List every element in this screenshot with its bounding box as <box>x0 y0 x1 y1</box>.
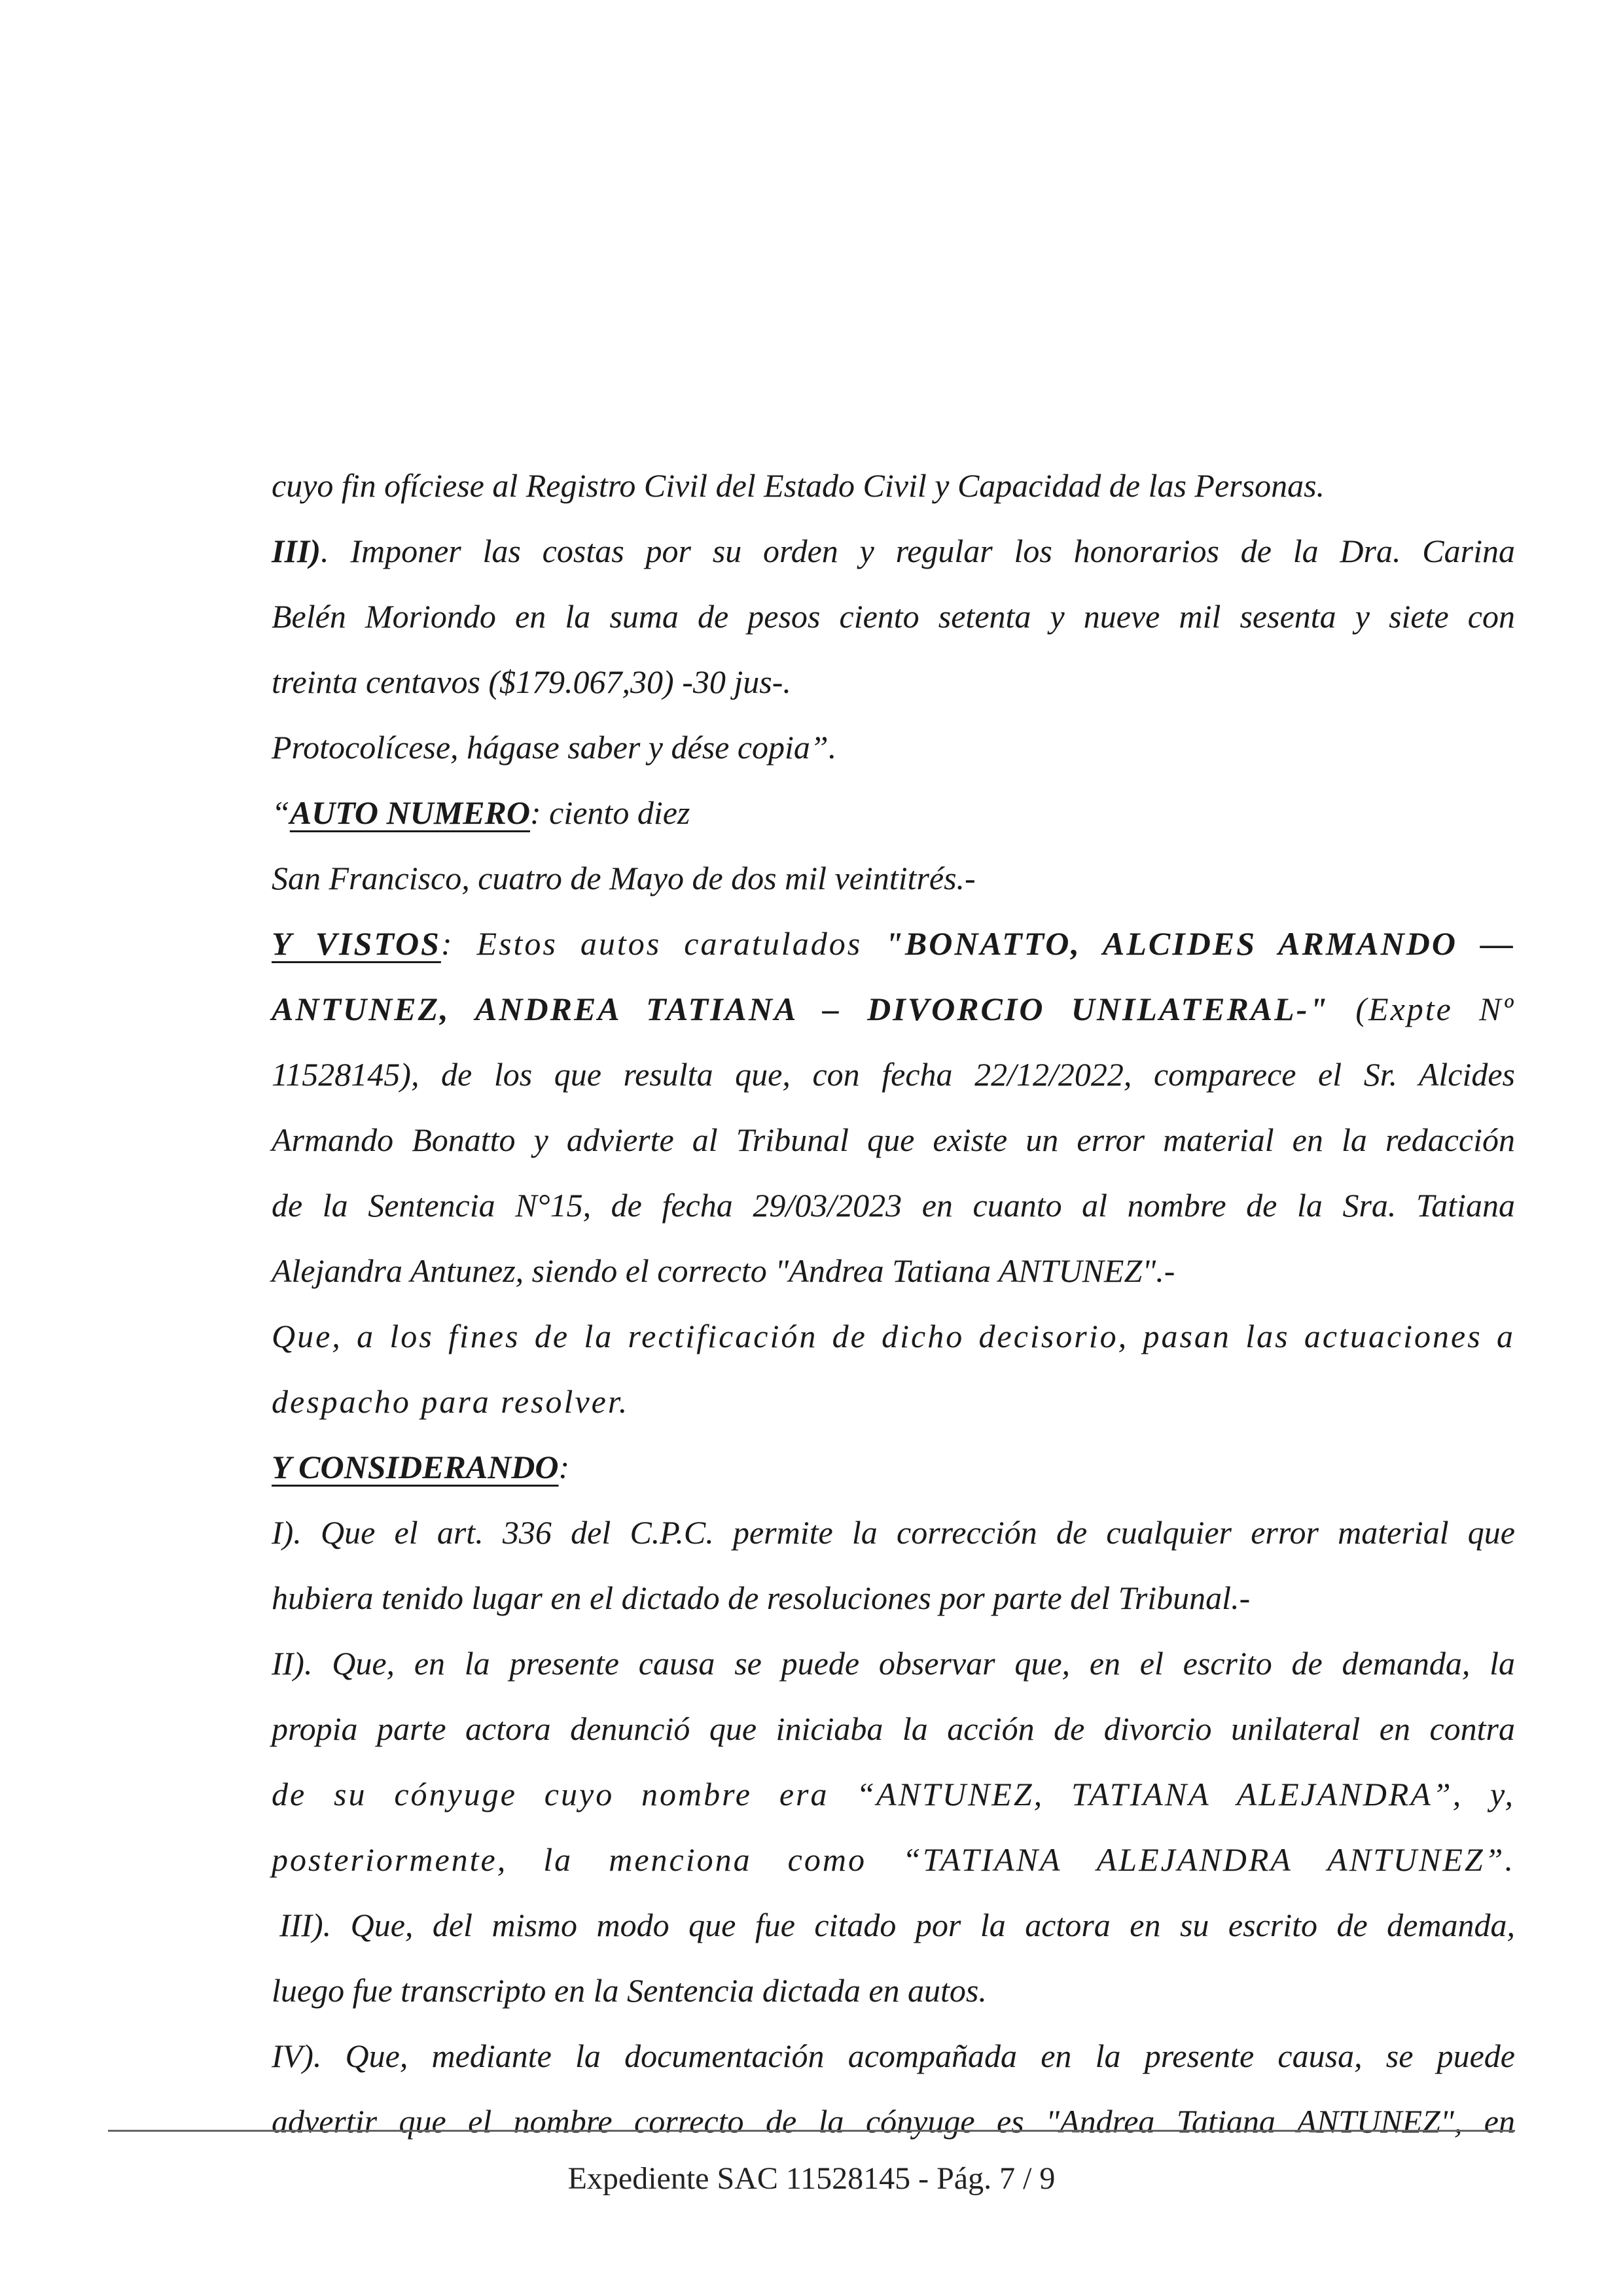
y-vistos-heading: Y VISTOS <box>272 925 441 962</box>
body-line-4: treinta centavos ($179.067,30) -30 jus-. <box>272 663 791 700</box>
body-line-13: Alejandra Antunez, siendo el correcto "Andrea Tatiana ANTUNEZ".- <box>272 1252 1175 1289</box>
place-date-line: San Francisco, cuatro de Mayo de dos mil veintitrés.- <box>272 860 976 896</box>
body-line-10: 11528145), de los que resulta que, con fecha 22/12/2022, comparece el Sr. Alcides <box>272 1056 1515 1093</box>
footer-divider <box>108 2130 1515 2132</box>
considerando-iv-line-2: advertir que el nombre correcto de la cónyuge es "Andrea Tatiana ANTUNEZ", en <box>272 2103 1515 2140</box>
auto-numero-heading: AUTO NUMERO <box>289 794 530 831</box>
considerando-i-line-1: I). Que el art. 336 del C.P.C. permite la corrección de cualquier error material que <box>272 1514 1515 1551</box>
case-title-part-2: ANTUNEZ, ANDREA TATIANA – DIVORCIO UNILATERAL-" <box>272 991 1330 1027</box>
case-title-part-1: "BONATTO, ALCIDES ARMANDO — <box>885 925 1515 962</box>
y-vistos-line: Y VISTOS: Estos autos caratulados "BONATTO, ALCIDES ARMANDO — <box>272 925 1515 962</box>
body-line-3: Belén Moriondo en la suma de pesos ciento setenta y nueve mil sesenta y siete con <box>272 598 1515 635</box>
y-considerando-heading: Y CONSIDERANDO <box>272 1449 559 1485</box>
considerando-iv-line-1: IV). Que, mediante la documentación acompañada en la presente causa, se puede <box>272 2038 1515 2074</box>
auto-numero-line: “AUTO NUMERO: ciento diez <box>272 794 690 831</box>
body-line-12: de la Sentencia N°15, de fecha 29/03/2023 en cuanto al nombre de la Sra. Tatiana <box>272 1187 1515 1224</box>
case-title-line: ANTUNEZ, ANDREA TATIANA – DIVORCIO UNILATERAL-" (Expte Nº <box>272 991 1516 1027</box>
y-considerando-line: Y CONSIDERANDO: <box>272 1449 570 1485</box>
body-line-1: cuyo fin ofíciese al Registro Civil del Estado Civil y Capacidad de las Personas. <box>272 467 1325 504</box>
considerando-iii-line-1: III). Que, del mismo modo que fue citado por la actora en su escrito de demanda, <box>279 1907 1515 1943</box>
considerando-i-line-2: hubiera tenido lugar en el dictado de resoluciones por parte del Tribunal.- <box>272 1580 1251 1616</box>
considerando-ii-line-3: de su cónyuge cuyo nombre era “ANTUNEZ, TATIANA ALEJANDRA”, y, <box>272 1776 1515 1812</box>
page-footer: Expediente SAC 11528145 - Pág. 7 / 9 <box>567 2161 1056 2196</box>
body-line-14: Que, a los fines de la rectificación de dicho decisorio, pasan las actuaciones a <box>272 1318 1515 1354</box>
considerando-iii-line-2: luego fue transcripto en la Sentencia dictada en autos. <box>272 1972 987 2009</box>
considerando-ii-line-2: propia parte actora denunció que iniciaba la acción de divorcio unilateral en contra <box>272 1710 1515 1747</box>
document-body <box>272 453 1515 2154</box>
body-line-5: Protocolícese, hágase saber y dése copia”. <box>272 729 837 766</box>
considerando-ii-line-1: II). Que, en la presente causa se puede observar que, en el escrito de demanda, la <box>272 1645 1515 1682</box>
section-number-iii: III) <box>272 533 321 569</box>
considerando-ii-line-4: posteriormente, la menciona como “TATIANA ALEJANDRA ANTUNEZ”. <box>272 1841 1515 1878</box>
body-line-2: III). Imponer las costas por su orden y regular los honorarios de la Dra. Carina <box>272 533 1515 569</box>
body-line-15: despacho para resolver. <box>272 1383 630 1420</box>
body-line-11: Armando Bonatto y advierte al Tribunal que existe un error material en la redacción <box>272 1122 1515 1158</box>
